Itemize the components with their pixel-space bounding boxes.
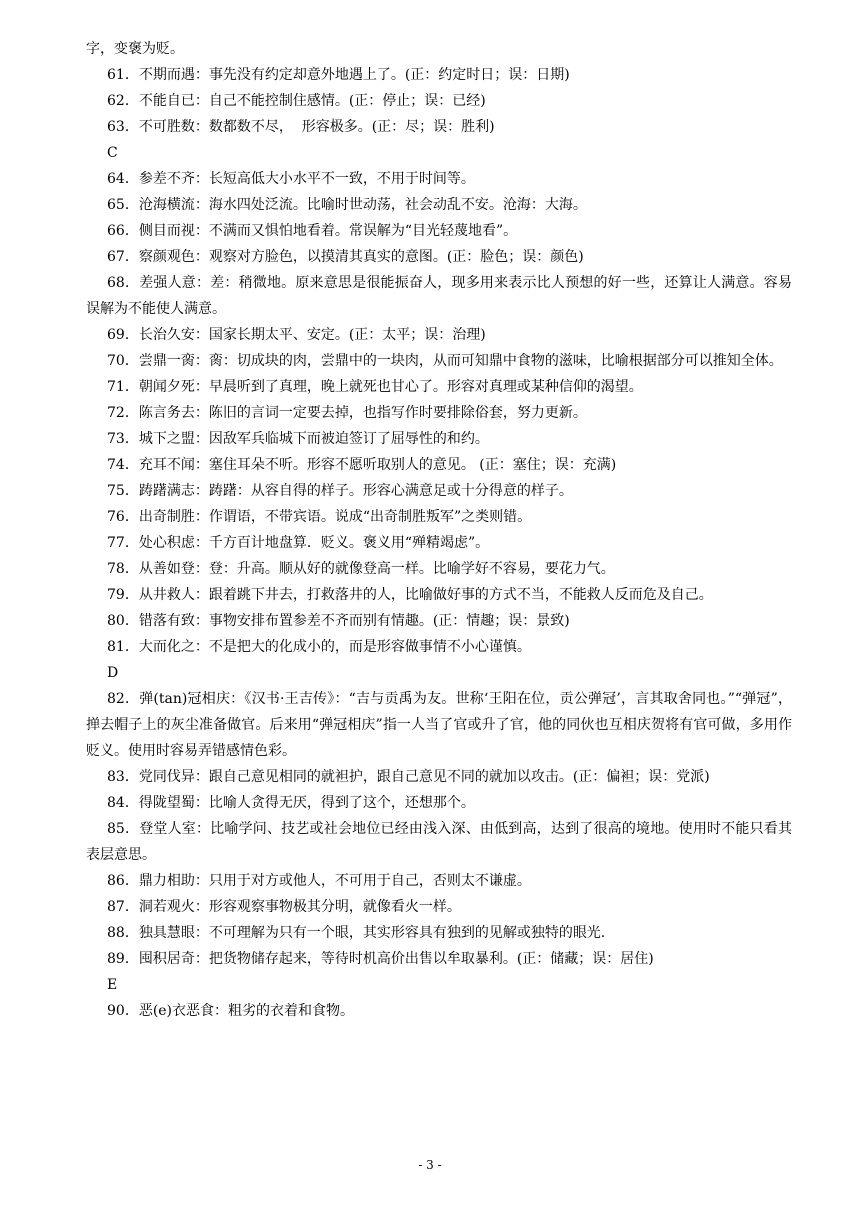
idiom-entry-65: 65．沧海横流：海水四处泛流。比喻时世动荡，社会动乱不安。沧海：大海。	[107, 197, 587, 213]
idiom-entry-84: 84．得陇望蜀：比喻人贪得无厌，得到了这个，还想那个。	[107, 795, 475, 811]
idiom-entry-69: 69．长治久安：国家长期太平、安定。(正：太平；误：治理)	[107, 327, 486, 343]
idiom-entry-77: 77．处心积虑：千方百计地盘算．贬义。褒义用“殚精竭虑”。	[107, 535, 490, 551]
idiom-entry-62: 62．不能自已：自己不能控制住感情。(正：停止；误：已经)	[107, 93, 486, 109]
idiom-entry-82: 82．弹(tan)冠相庆：《汉书·王吉传》：“吉与贡禹为友。世称‘王阳在位，贡公弹冠’，言其取舍同也。”“弹冠”，掸去帽子上的灰尘准备做官。后来用“弹冠相庆”指一人当了官或升了官，他的同伙也互相庆贺将有官可做，多用作贬义。使用时容易弄错感情色彩。	[86, 691, 792, 759]
idiom-entry-79: 79．从井救人：跟着跳下井去，打救落井的人，比喻做好事的方式不当，不能救人反而危及自己。	[107, 587, 713, 603]
paragraph-continuation: 字，变褒为贬。	[86, 41, 184, 57]
idiom-entry-61: 61．不期而遇：事先没有约定却意外地遇上了。(正：约定时日；误：日期)	[107, 67, 570, 83]
idiom-entry-87: 87．洞若观火：形容观察事物极其分明，就像看火一样。	[107, 899, 461, 915]
document-body	[86, 36, 792, 1024]
idiom-entry-73: 73．城下之盟：因敌军兵临城下而被迫签订了屈辱性的和约。	[107, 431, 489, 447]
idiom-entry-67: 67．察颜观色：观察对方脸色，以摸清其真实的意图。(正：脸色；误：颜色)	[107, 249, 584, 265]
page-number: - 3 -	[418, 1158, 442, 1172]
idiom-entry-81: 81．大而化之：不是把大的化成小的，而是形容做事情不小心谨慎。	[107, 639, 531, 655]
idiom-entry-63: 63．不可胜数：数都数不尽， 形容极多。(正：尽；误：胜利)	[107, 119, 495, 135]
idiom-entry-72: 72．陈言务去：陈旧的言词一定要去掉，也指写作时要排除俗套，努力更新。	[107, 405, 587, 421]
idiom-entry-85: 85．登堂人室：比喻学问、技艺或社会地位已经由浅入深、由低到高，达到了很高的境地。使用时不能只看其表层意思。	[86, 821, 792, 863]
idiom-entry-88: 88．独具慧眼：不可理解为只有一个眼，其实形容具有独到的见解或独特的眼光.	[107, 925, 606, 941]
idiom-entry-75: 75．踌躇满志：踌躇：从容自得的样子。形容心满意足或十分得意的样子。	[107, 483, 573, 499]
idiom-entry-64: 64．参差不齐：长短高低大小水平不一致，不用于时间等。	[107, 171, 475, 187]
section-letter-d: D	[107, 665, 119, 681]
idiom-entry-80: 80．错落有致：事物安排布置参差不齐而别有情趣。(正：情趣；误：景致)	[107, 613, 570, 629]
idiom-entry-89: 89．囤积居奇：把货物储存起来，等待时机高价出售以牟取暴利。(正：储藏；误：居住)	[107, 951, 654, 967]
idiom-entry-68: 68．差强人意：差：稍微地。原来意思是很能振奋人，现多用来表示比人预想的好一些，还算让人满意。容易误解为不能使人满意。	[86, 275, 792, 317]
idiom-entry-76: 76．出奇制胜：作谓语，不带宾语。说成“出奇制胜叛军”之类则错。	[107, 509, 532, 525]
idiom-entry-66: 66．侧目而视：不满而又惧怕地看着。常误解为“目光轻蔑地看”。	[107, 223, 518, 239]
section-letter-e: E	[107, 977, 118, 993]
idiom-entry-86: 86．鼎力相助：只用于对方或他人，不可用于自己，否则太不谦虚。	[107, 873, 531, 889]
idiom-entry-83: 83．党同伐异：跟自己意见相同的就袒护，跟自己意见不同的就加以攻击。(正：偏袒；误：党派)	[107, 769, 710, 785]
idiom-entry-71: 71．朝闻夕死：早晨听到了真理，晚上就死也甘心了。形容对真理或某种信仰的渴望。	[107, 379, 643, 395]
idiom-entry-90: 90．恶(e)衣恶食：粗劣的衣着和食物。	[107, 1003, 355, 1019]
idiom-entry-78: 78．从善如登：登：升高。顺从好的就像登高一样。比喻学好不容易，要花力气。	[107, 561, 615, 577]
idiom-entry-70: 70．尝鼎一脔：脔：切成块的肉，尝鼎中的一块肉，从而可知鼎中食物的滋味，比喻根据部分可以推知全体。	[107, 353, 783, 369]
idiom-entry-74: 74．充耳不闻：塞住耳朵不听。形容不愿听取别人的意见。 (正：塞住；误：充满)	[107, 457, 617, 473]
section-letter-c: C	[107, 145, 118, 161]
